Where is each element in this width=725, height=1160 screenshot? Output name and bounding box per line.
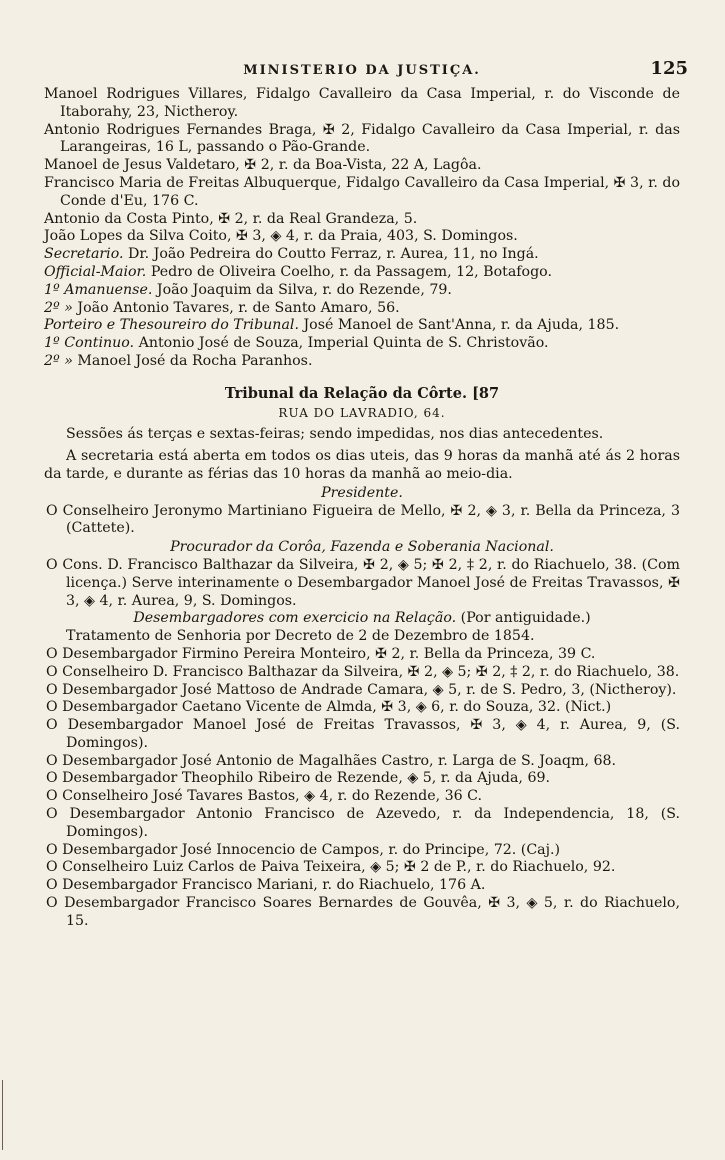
list-item: Manoel Rodrigues Villares, Fidalgo Cavalleiro da Casa Imperial, r. do Visconde de Itaborahy, 23, Nictheroy.: [44, 86, 680, 120]
official-text: Dr. João Pedreira do Coutto Ferraz, r. Aurea, 11, no Ingá.: [128, 246, 539, 263]
section-address: RUA DO LAVRADIO, 64.: [278, 405, 446, 420]
entries-top: [44, 86, 680, 246]
procurador-heading: Procurador da Corôa, Fazenda e Soberania Nacional.: [170, 539, 554, 556]
official-row: [44, 317, 680, 335]
official-role: 1º Continuo.: [44, 335, 135, 352]
official-text: Antonio José de Souza, Imperial Quinta de S. Christovão.: [138, 335, 549, 352]
list-item: O Desembargador Francisco Soares Bernardes de Gouvêa, ✠ 3, ◈ 5, r. do Riachuelo, 15.: [46, 895, 680, 929]
list-item: O Conselheiro D. Francisco Balthazar da Silveira, ✠ 2, ◈ 5; ✠ 2, ‡ 2, r. do Riachuelo, 38.: [46, 663, 680, 680]
list-item: Antonio Rodrigues Fernandes Braga, ✠ 2, Fidalgo Cavalleiro da Casa Imperial, r. das Larangeiras, 16 L, passando o Pão-Grande.: [44, 121, 680, 156]
procurador-entry: O Cons. D. Francisco Balthazar da Silveira, ✠ 2, ◈ 5; ✠ 2, ‡ 2, r. do Riachuelo, 38. (Com licença.) Serve interinamente o Desembargador Manoel José de Freitas Travassos, ✠ 3, ◈ 4, r. Aurea, 9, S. Domingos.: [46, 556, 680, 609]
official-role: 2º »: [44, 299, 73, 316]
section-title: Tribunal da Relação da Côrte. [87: [224, 384, 500, 402]
official-text: Manoel José da Rocha Paranhos.: [77, 352, 313, 369]
official-role: 2º »: [44, 352, 73, 369]
list-item: O Desembargador José Antonio de Magalhães Castro, r. Larga de S. Joaqm, 68.: [46, 752, 617, 769]
list-item: Antonio da Costa Pinto, ✠ 2, r. da Real Grandeza, 5.: [44, 210, 418, 227]
desembargadores-heading: Desembargadores com exercicio na Relação.: [133, 610, 457, 627]
list-item: O Conselheiro José Tavares Bastos, ◈ 4, r. do Rezende, 36 C.: [46, 788, 483, 805]
page-number: 125: [650, 58, 688, 79]
official-role: Porteiro e Thesoureiro do Tribunal.: [44, 317, 299, 334]
list-item: O Desembargador Caetano Vicente de Almda, ✠ 3, ◈ 6, r. do Souza, 32. (Nict.): [46, 699, 612, 716]
official-text: João Joaquim da Silva, r. do Rezende, 79.: [156, 281, 452, 298]
list-item: Manoel de Jesus Valdetaro, ✠ 2, r. da Boa-Vista, 22 A, Lagôa.: [44, 157, 482, 174]
list-item: João Lopes da Silva Coito, ✠ 3, ◈ 4, r. da Praia, 403, S. Domingos.: [44, 228, 518, 245]
list-item: O Conselheiro Luiz Carlos de Paiva Teixeira, ◈ 5; ✠ 2 de P., r. do Riachuelo, 92.: [46, 859, 616, 876]
list-item: O Desembargador Theophilo Ribeiro de Rezende, ◈ 5, r. da Ajuda, 69.: [46, 770, 551, 787]
desembargadores-list: [44, 646, 680, 931]
official-role: 1º Amanuense.: [44, 281, 153, 298]
desembargadores-heading-row: [44, 610, 680, 628]
official-role: Secretario.: [44, 246, 124, 263]
list-item: O Desembargador Firmino Pereira Monteiro, ✠ 2, r. Bella da Princeza, 39 C.: [46, 645, 596, 662]
presidente-heading: Presidente.: [321, 484, 403, 501]
left-edge-mark: [2, 1080, 3, 1150]
desembargadores-note: (Por antiguidade.): [460, 610, 591, 627]
official-row: [44, 300, 680, 318]
document-page: [44, 58, 688, 931]
official-text: João Antonio Tavares, r. de Santo Amaro, 56.: [77, 299, 400, 316]
tratamento-line: Tratamento de Senhoria por Decreto de 2 de Dezembro de 1854.: [66, 628, 535, 645]
officials-list: [44, 246, 680, 371]
running-title: MINISTERIO DA JUSTIÇA.: [243, 63, 481, 78]
secretaria-paragraph: A secretaria está aberta em todos os dias uteis, das 9 horas da manhã até ás 2 horas da tarde, e durante as férias das 10 horas da manhã ao meio-dia.: [44, 448, 680, 482]
list-item: O Desembargador Francisco Mariani, r. do Riachuelo, 176 A.: [46, 877, 486, 894]
page-header: [44, 58, 688, 86]
official-row: [44, 264, 680, 282]
list-item: O Desembargador José Innocencio de Campos, r. do Principe, 72. (Caj.): [46, 841, 561, 858]
list-item: O Desembargador Manoel José de Freitas Travassos, ✠ 3, ◈ 4, r. Aurea, 9, (S. Domingos).: [46, 717, 680, 751]
official-text: José Manoel de Sant'Anna, r. da Ajuda, 185.: [303, 317, 620, 334]
official-row: [44, 246, 680, 264]
official-row: [44, 353, 680, 371]
list-item: O Desembargador José Mattoso de Andrade Camara, ◈ 5, r. de S. Pedro, 3, (Nictheroy).: [46, 681, 677, 698]
list-item: Francisco Maria de Freitas Albuquerque, Fidalgo Cavalleiro da Casa Imperial, ✠ 3, r. do Conde d'Eu, 176 C.: [44, 174, 680, 209]
official-row: [44, 335, 680, 353]
official-text: Pedro de Oliveira Coelho, r. da Passagem, 12, Botafogo.: [150, 263, 552, 280]
sessions-paragraph: Sessões ás terças e sextas-feiras; sendo impedidas, nos dias antecedentes.: [66, 426, 604, 443]
list-item: O Desembargador Antonio Francisco de Azevedo, r. da Independencia, 18, (S. Domingos).: [46, 806, 680, 840]
official-role: Official-Maior.: [44, 263, 147, 280]
official-row: [44, 282, 680, 300]
presidente-entry: O Conselheiro Jeronymo Martiniano Figueira de Mello, ✠ 2, ◈ 3, r. Bella da Princeza, 3 (Cattete).: [46, 502, 680, 537]
